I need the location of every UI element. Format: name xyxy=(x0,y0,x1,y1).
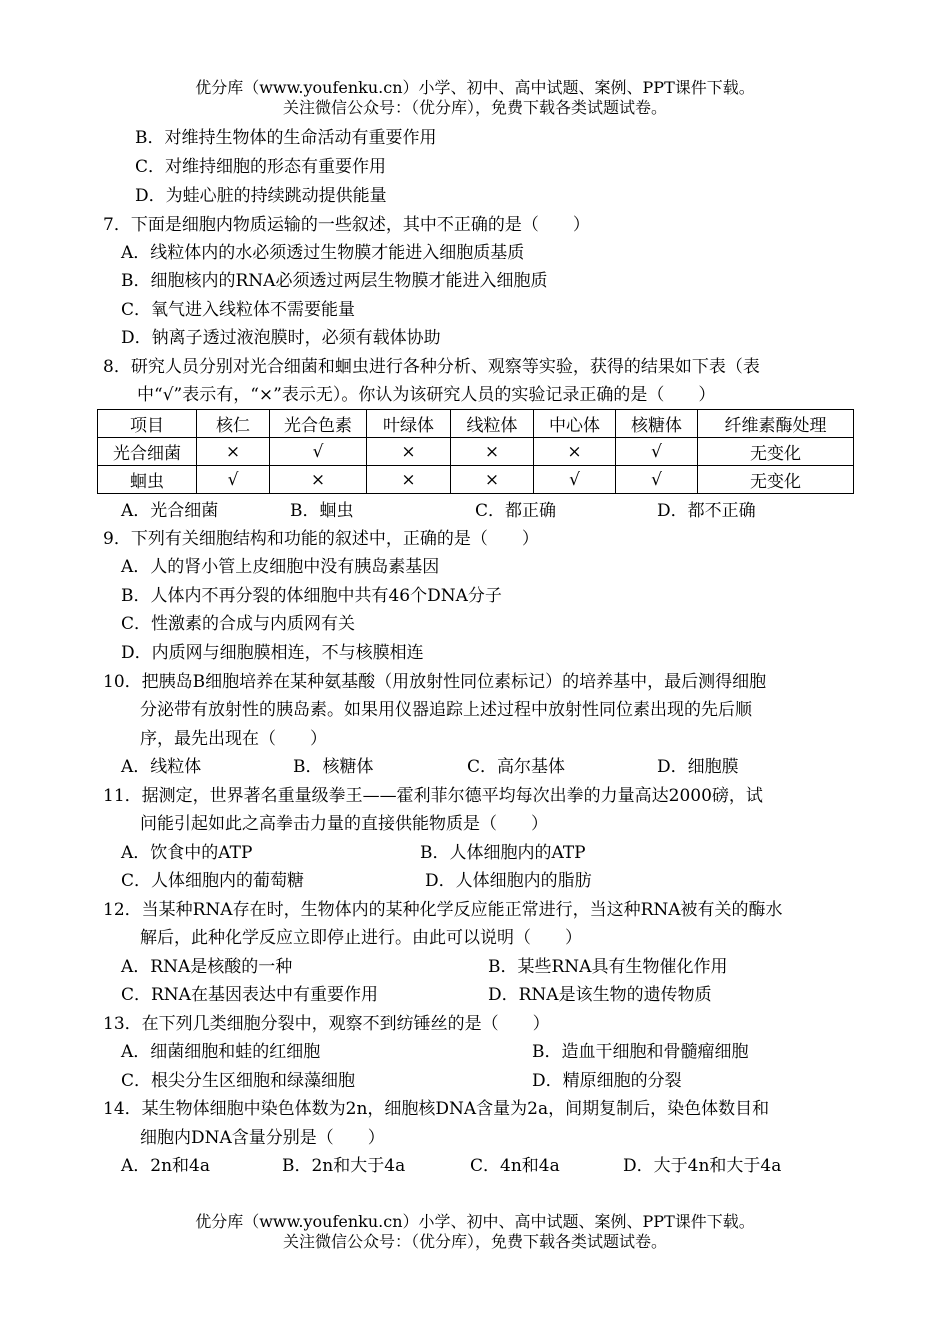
table-cell: √ xyxy=(616,466,698,494)
q12-option-c: C．RNA在基因表达中有重要作用 xyxy=(121,985,378,1005)
q10-option-b: B．核糖体 xyxy=(293,757,374,777)
q13-option-c: C．根尖分生区细胞和绿藻细胞 xyxy=(121,1071,356,1091)
q14-option-a: A．2n和4a xyxy=(121,1156,210,1176)
table-cell: × xyxy=(367,438,451,466)
table-header-row xyxy=(98,410,854,438)
q11-option-a: A．饮食中的ATP xyxy=(121,843,253,863)
q7-option-d: D．钠离子透过液泡膜时，必须有载体协助 xyxy=(121,328,441,348)
table-cell: 无变化 xyxy=(698,466,854,494)
q9-stem: 9．下列有关细胞结构和功能的叙述中，正确的是（ ） xyxy=(103,529,539,549)
q11-option-b: B．人体细胞内的ATP xyxy=(420,843,586,863)
q7-option-c: C．氧气进入线粒体不需要能量 xyxy=(121,300,356,320)
table-cell: 蛔虫 xyxy=(98,466,197,494)
q9-option-d: D．内质网与细胞膜相连，不与核膜相连 xyxy=(121,643,424,663)
q7-option-b: B．细胞核内的RNA必须透过两层生物膜才能进入细胞质 xyxy=(121,271,548,291)
table-row xyxy=(98,438,854,466)
q13-stem: 13．在下列几类细胞分裂中，观察不到纺锤丝的是（ ） xyxy=(103,1014,550,1034)
q14-stem-line-2: 细胞内DNA含量分别是（ ） xyxy=(140,1128,385,1148)
q9-option-a: A．人的肾小管上皮细胞中没有胰岛素基因 xyxy=(121,557,440,577)
q8-option-c: C．都正确 xyxy=(475,501,557,521)
header-line-2: 关注微信公众号：（优分库），免费下载各类试题试卷。 xyxy=(282,98,667,117)
q9-option-c: C．性激素的合成与内质网有关 xyxy=(121,614,356,634)
q9-option-b: B．人体内不再分裂的体细胞中共有46个DNA分子 xyxy=(121,586,502,606)
footer-line-1: 优分库（www.youfenku.cn）小学、初中、高中试题、案例、PPT课件下载。 xyxy=(195,1212,755,1231)
table-header-cell: 叶绿体 xyxy=(367,410,451,438)
q6-option-b: B．对维持生物体的生命活动有重要作用 xyxy=(135,128,437,148)
table-cell: × xyxy=(270,466,367,494)
q7-option-a: A．线粒体内的水必须透过生物膜才能进入细胞质基质 xyxy=(121,243,525,263)
q11-option-c: C．人体细胞内的葡萄糖 xyxy=(121,871,305,891)
q14-stem-line-1: 14．某生物体细胞中染色体数为2n，细胞核DNA含量为2a，间期复制后，染色体数目和 xyxy=(103,1099,770,1119)
table-header-cell: 纤维素酶处理 xyxy=(698,410,854,438)
q13-option-a: A．细菌细胞和蛙的红细胞 xyxy=(121,1042,321,1062)
table-header-cell: 中心体 xyxy=(534,410,616,438)
q13-option-d: D．精原细胞的分裂 xyxy=(532,1071,682,1091)
table-cell: √ xyxy=(197,466,270,494)
q12-stem-line-1: 12．当某种RNA存在时，生物体内的某种化学反应能正常进行，当这种RNA被有关的酶水 xyxy=(103,900,783,920)
footer-line-2: 关注微信公众号：（优分库），免费下载各类试题试卷。 xyxy=(282,1232,667,1251)
q10-stem-line-1: 10．把胰岛B细胞培养在某种氨基酸（用放射性同位素标记）的培养基中，最后测得细胞 xyxy=(103,672,767,692)
table-cell: 光合细菌 xyxy=(98,438,197,466)
table-cell: √ xyxy=(616,438,698,466)
q10-stem-line-2: 分泌带有放射性的胰岛素。如果用仪器追踪上述过程中放射性同位素出现的先后顺 xyxy=(140,700,752,720)
table-header-cell: 核糖体 xyxy=(616,410,698,438)
q10-option-c: C．高尔基体 xyxy=(467,757,566,777)
q6-option-c: C．对维持细胞的形态有重要作用 xyxy=(135,157,387,177)
table-header-cell: 线粒体 xyxy=(451,410,534,438)
q12-stem-line-2: 解后，此种化学反应立即停止进行。由此可以说明（ ） xyxy=(140,928,582,948)
table-cell: √ xyxy=(270,438,367,466)
table-cell: × xyxy=(197,438,270,466)
q14-option-c: C．4n和4a xyxy=(470,1156,560,1176)
q7-stem: 7．下面是细胞内物质运输的一些叙述，其中不正确的是（ ） xyxy=(103,215,590,235)
q8-option-a: A．光合细菌 xyxy=(121,501,219,521)
table-cell: 无变化 xyxy=(698,438,854,466)
q8-stem-line-2: 中“√”表示有，“×”表示无）。你认为该研究人员的实验记录正确的是（ ） xyxy=(137,385,716,405)
q12-option-b: B．某些RNA具有生物催化作用 xyxy=(488,957,728,977)
table-header-cell: 核仁 xyxy=(197,410,270,438)
q13-option-b: B．造血干细胞和骨髓瘤细胞 xyxy=(532,1042,749,1062)
table-row xyxy=(98,466,854,494)
q6-option-d: D．为蛙心脏的持续跳动提供能量 xyxy=(135,186,387,206)
q11-stem-line-2: 问能引起如此之高拳击力量的直接供能物质是（ ） xyxy=(140,814,548,834)
table-header-cell: 光合色素 xyxy=(270,410,367,438)
q8-option-b: B．蛔虫 xyxy=(290,501,354,521)
q12-option-d: D．RNA是该生物的遗传物质 xyxy=(488,985,712,1005)
table-cell: × xyxy=(534,438,616,466)
header-line-1: 优分库（www.youfenku.cn）小学、初中、高中试题、案例、PPT课件下载。 xyxy=(195,78,755,97)
q10-option-d: D．细胞膜 xyxy=(657,757,739,777)
q14-option-d: D．大于4n和大于4a xyxy=(623,1156,782,1176)
q10-stem-line-3: 序，最先出现在（ ） xyxy=(140,729,327,749)
table-header-cell: 项目 xyxy=(98,410,197,438)
q11-option-d: D．人体细胞内的脂肪 xyxy=(425,871,592,891)
table-cell: × xyxy=(451,466,534,494)
q14-option-b: B．2n和大于4a xyxy=(282,1156,406,1176)
q8-stem-line-1: 8．研究人员分别对光合细菌和蛔虫进行各种分析、观察等实验，获得的结果如下表（表 xyxy=(103,357,760,377)
q10-option-a: A．线粒体 xyxy=(121,757,202,777)
q11-stem-line-1: 11．据测定，世界著名重量级拳王——霍利菲尔德平均每次出拳的力量高达2000磅，试 xyxy=(103,786,763,806)
table-cell: √ xyxy=(534,466,616,494)
q8-option-d: D．都不正确 xyxy=(657,501,756,521)
q8-results-table xyxy=(97,409,854,494)
table-cell: × xyxy=(451,438,534,466)
table-cell: × xyxy=(367,466,451,494)
q12-option-a: A．RNA是核酸的一种 xyxy=(121,957,293,977)
